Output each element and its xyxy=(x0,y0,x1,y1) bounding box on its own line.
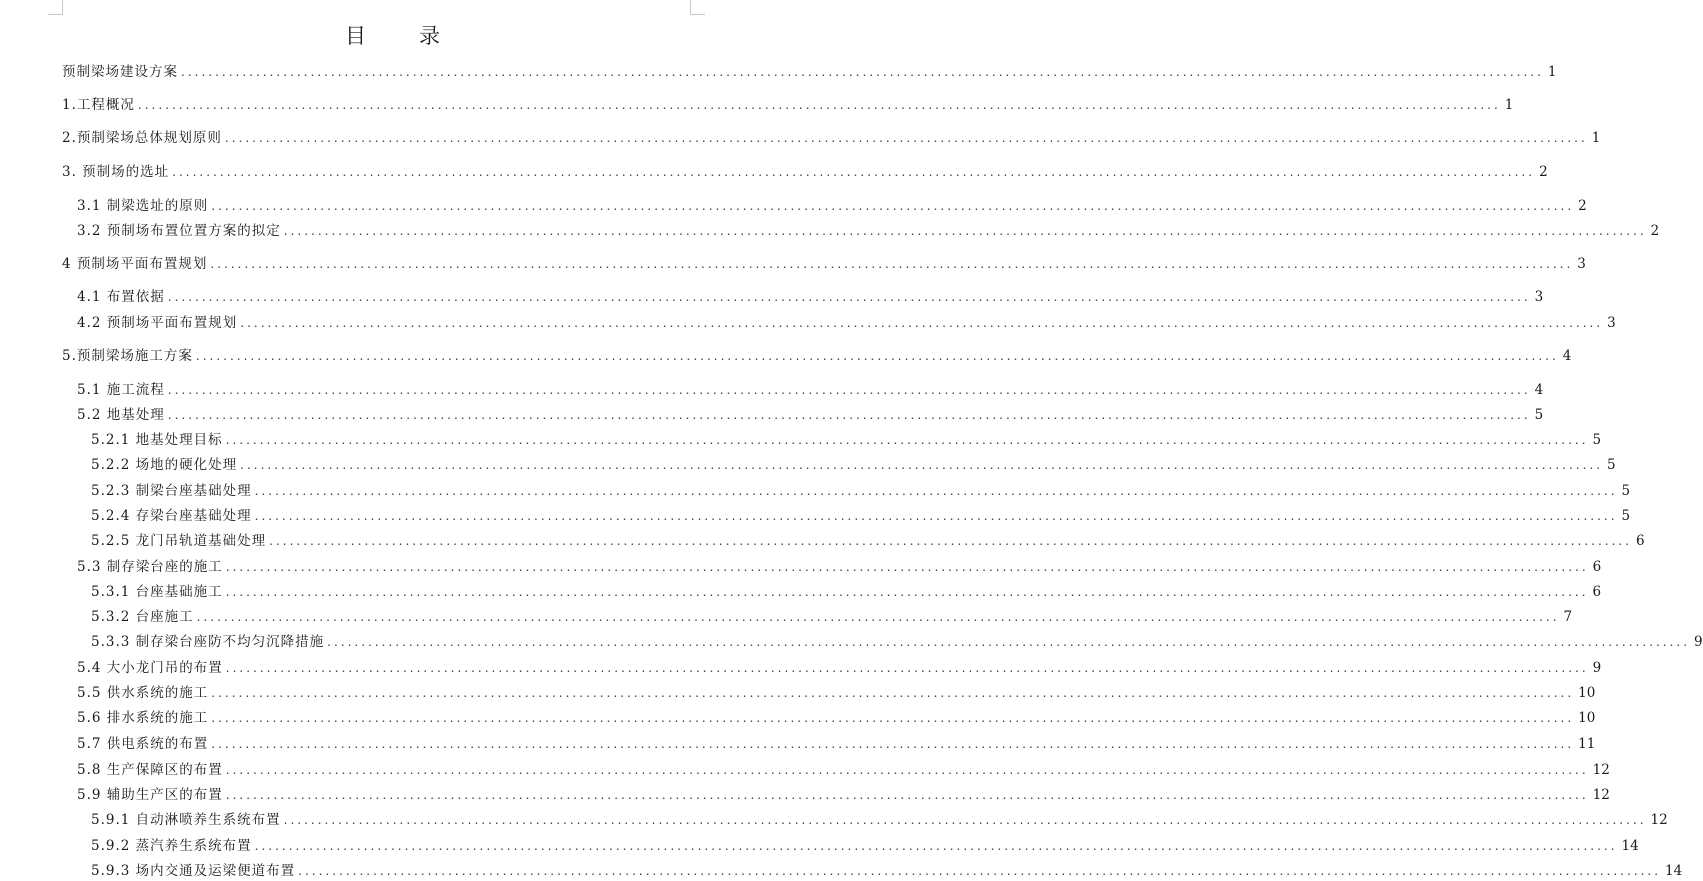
toc-leader-dots: ........................................................................................................................................................................................................ xyxy=(211,737,1575,751)
toc-entry[interactable] xyxy=(91,861,1683,881)
toc-entry-label: 5.7 供电系统的布置 xyxy=(77,736,209,752)
toc-entry[interactable] xyxy=(91,481,1631,501)
toc-entry-label: 4.1 布置依据 xyxy=(77,289,165,305)
toc-entry-label: 5.3.2 台座施工 xyxy=(91,609,194,625)
toc-entry[interactable] xyxy=(91,531,1645,551)
toc-entry[interactable] xyxy=(62,95,1514,115)
toc-leader-dots: ........................................................................................................................................................................................................ xyxy=(225,585,1589,599)
toc-entry[interactable] xyxy=(77,557,1602,577)
toc-entry[interactable] xyxy=(91,836,1639,856)
toc-title-char-1: 目 xyxy=(345,24,366,48)
toc-entry-label: 5.2.5 龙门吊轨道基础处理 xyxy=(91,533,267,549)
toc-entry[interactable] xyxy=(77,683,1596,703)
toc-leader-dots: ........................................................................................................................................................................................................ xyxy=(196,610,1560,624)
toc-entry-page-number: 6 xyxy=(1592,584,1602,600)
toc-entry-label: 3.1 制梁选址的原则 xyxy=(77,198,209,214)
margin-corner-mark-right xyxy=(690,0,705,15)
toc-entry-page-number: 5 xyxy=(1534,407,1544,423)
toc-entry[interactable] xyxy=(62,62,1557,82)
toc-entry-page-number: 3 xyxy=(1607,315,1616,331)
toc-entry-label: 5.2.1 地基处理目标 xyxy=(91,432,223,448)
toc-entry[interactable] xyxy=(77,760,1610,780)
toc-entry-label: 5.5 供水系统的施工 xyxy=(77,685,209,701)
toc-entry[interactable] xyxy=(77,405,1544,425)
toc-leader-dots: ........................................................................................................................................................................................................ xyxy=(298,864,1662,878)
toc-entry[interactable] xyxy=(62,346,1572,366)
toc-entry-page-number: 1 xyxy=(1591,130,1601,146)
toc-entry-label: 1.工程概况 xyxy=(62,97,135,113)
toc-entry-page-number: 2 xyxy=(1578,198,1587,214)
toc-entry-page-number: 3 xyxy=(1534,289,1544,305)
toc-entry[interactable] xyxy=(62,128,1601,148)
toc-entry-label: 2.预制梁场总体规划原则 xyxy=(62,130,222,146)
toc-entry-label: 5.2.2 场地的硬化处理 xyxy=(91,457,238,473)
toc-leader-dots: ........................................................................................................................................................................................................ xyxy=(254,484,1618,498)
toc-leader-dots: ........................................................................................................................................................................................................ xyxy=(167,290,1531,304)
toc-leader-dots: ........................................................................................................................................................................................................ xyxy=(240,316,1604,330)
toc-entry-page-number: 6 xyxy=(1592,559,1602,575)
toc-entry[interactable] xyxy=(91,506,1631,526)
toc-leader-dots: ........................................................................................................................................................................................................ xyxy=(283,813,1647,827)
toc-leader-dots: ........................................................................................................................................................................................................ xyxy=(225,661,1589,675)
toc-entry[interactable] xyxy=(91,810,1668,830)
toc-entry-page-number: 10 xyxy=(1578,685,1596,701)
toc-entry-label: 5.9.3 场内交通及运梁便道布置 xyxy=(91,863,296,879)
toc-entry[interactable] xyxy=(62,162,1548,182)
toc-entry[interactable] xyxy=(77,708,1596,728)
toc-entry-label: 5.2.3 制梁台座基础处理 xyxy=(91,483,252,499)
toc-leader-dots: ........................................................................................................................................................................................................ xyxy=(327,635,1691,649)
toc-entry-label: 5.预制梁场施工方案 xyxy=(62,348,193,364)
toc-entry[interactable] xyxy=(62,254,1586,274)
toc-leader-dots: ........................................................................................................................................................................................................ xyxy=(225,560,1589,574)
toc-entry-page-number: 9 xyxy=(1592,660,1602,676)
toc-entry-label: 4.2 预制场平面布置规划 xyxy=(77,315,238,331)
toc-leader-dots: ........................................................................................................................................................................................................ xyxy=(224,131,1588,145)
toc-entry-page-number: 7 xyxy=(1563,609,1573,625)
toc-entry[interactable] xyxy=(77,380,1544,400)
toc-entry-label: 5.2.4 存梁台座基础处理 xyxy=(91,508,252,524)
toc-entry-label: 5.3.3 制存梁台座防不均匀沉降措施 xyxy=(91,634,325,650)
toc-entry[interactable] xyxy=(77,287,1544,307)
toc-leader-dots: ........................................................................................................................................................................................................ xyxy=(225,763,1589,777)
toc-entry-label: 5.9 辅助生产区的布置 xyxy=(77,787,223,803)
toc-entry-page-number: 5 xyxy=(1621,508,1631,524)
toc-entry-label: 5.4 大小龙门吊的布置 xyxy=(77,660,223,676)
toc-entry-label: 5.3.1 台座基础施工 xyxy=(91,584,223,600)
toc-leader-dots: ........................................................................................................................................................................................................ xyxy=(211,686,1575,700)
margin-corner-mark-left xyxy=(48,0,63,15)
toc-leader-dots: ........................................................................................................................................................................................................ xyxy=(240,458,1604,472)
toc-title-char-2: 录 xyxy=(419,24,440,48)
toc-entry-page-number: 5 xyxy=(1621,483,1631,499)
toc-entry-label: 5.3 制存梁台座的施工 xyxy=(77,559,223,575)
toc-leader-dots: ........................................................................................................................................................................................................ xyxy=(167,383,1531,397)
toc-leader-dots: ........................................................................................................................................................................................................ xyxy=(137,98,1501,112)
toc-leader-dots: ........................................................................................................................................................................................................ xyxy=(269,534,1633,548)
toc-entry[interactable] xyxy=(77,221,1660,241)
toc-entry-page-number: 9 xyxy=(1694,634,1703,650)
toc-leader-dots: ........................................................................................................................................................................................................ xyxy=(172,165,1536,179)
toc-leader-dots: ........................................................................................................................................................................................................ xyxy=(211,711,1575,725)
toc-entry[interactable] xyxy=(91,607,1573,627)
toc-entry-label: 4 预制场平面布置规划 xyxy=(62,256,208,272)
toc-leader-dots: ........................................................................................................................................................................................................ xyxy=(254,839,1618,853)
toc-entry-page-number: 4 xyxy=(1562,348,1572,364)
toc-leader-dots: ........................................................................................................................................................................................................ xyxy=(225,788,1589,802)
toc-leader-dots: ........................................................................................................................................................................................................ xyxy=(225,433,1589,447)
toc-entry-label: 5.8 生产保障区的布置 xyxy=(77,762,223,778)
toc-leader-dots: ........................................................................................................................................................................................................ xyxy=(195,349,1559,363)
toc-entry-label: 5.2 地基处理 xyxy=(77,407,165,423)
toc-entry-label: 5.6 排水系统的施工 xyxy=(77,710,209,726)
toc-leader-dots: ........................................................................................................................................................................................................ xyxy=(211,199,1575,213)
toc-entry-page-number: 14 xyxy=(1621,838,1639,854)
toc-entry[interactable] xyxy=(77,196,1587,216)
toc-leader-dots: ........................................................................................................................................................................................................ xyxy=(167,408,1531,422)
toc-entry[interactable] xyxy=(77,658,1602,678)
toc-entry-page-number: 11 xyxy=(1578,736,1596,752)
toc-entry-page-number: 14 xyxy=(1665,863,1683,879)
toc-leader-dots: ........................................................................................................................................................................................................ xyxy=(181,65,1544,79)
toc-entry[interactable] xyxy=(77,785,1610,805)
toc-leader-dots: ........................................................................................................................................................................................................ xyxy=(283,224,1647,238)
toc-entry-page-number: 1 xyxy=(1504,97,1514,113)
toc-entry-label: 3.2 预制场布置位置方案的拟定 xyxy=(77,223,281,239)
toc-entry-page-number: 2 xyxy=(1539,164,1548,180)
toc-entry[interactable] xyxy=(77,734,1596,754)
toc-entry-page-number: 12 xyxy=(1592,787,1610,803)
toc-entry[interactable] xyxy=(77,313,1616,333)
toc-entry-page-number: 12 xyxy=(1592,762,1610,778)
toc-entry-page-number: 2 xyxy=(1650,223,1660,239)
toc-entry-label: 5.9.2 蒸汽养生系统布置 xyxy=(91,838,252,854)
toc-leader-dots: ........................................................................................................................................................................................................ xyxy=(210,257,1574,271)
toc-entry-label: 5.1 施工流程 xyxy=(77,382,165,398)
toc-entry-page-number: 5 xyxy=(1592,432,1602,448)
toc-entry[interactable] xyxy=(91,430,1602,450)
toc-entry-page-number: 6 xyxy=(1636,533,1645,549)
toc-entry-label: 5.9.1 自动淋喷养生系统布置 xyxy=(91,812,281,828)
toc-entry-label: 3. 预制场的选址 xyxy=(62,164,170,180)
toc-leader-dots: ........................................................................................................................................................................................................ xyxy=(254,509,1618,523)
toc-entry-page-number: 10 xyxy=(1578,710,1596,726)
toc-entry-page-number: 12 xyxy=(1650,812,1668,828)
toc-entry[interactable] xyxy=(91,455,1616,475)
toc-entry[interactable] xyxy=(91,632,1703,652)
toc-entry-page-number: 5 xyxy=(1607,457,1616,473)
toc-entry-page-number: 1 xyxy=(1547,64,1557,80)
toc-entry-page-number: 3 xyxy=(1577,256,1586,272)
toc-entry[interactable] xyxy=(91,582,1602,602)
toc-entry-label: 预制梁场建设方案 xyxy=(62,64,178,80)
toc-entry-page-number: 4 xyxy=(1534,382,1544,398)
